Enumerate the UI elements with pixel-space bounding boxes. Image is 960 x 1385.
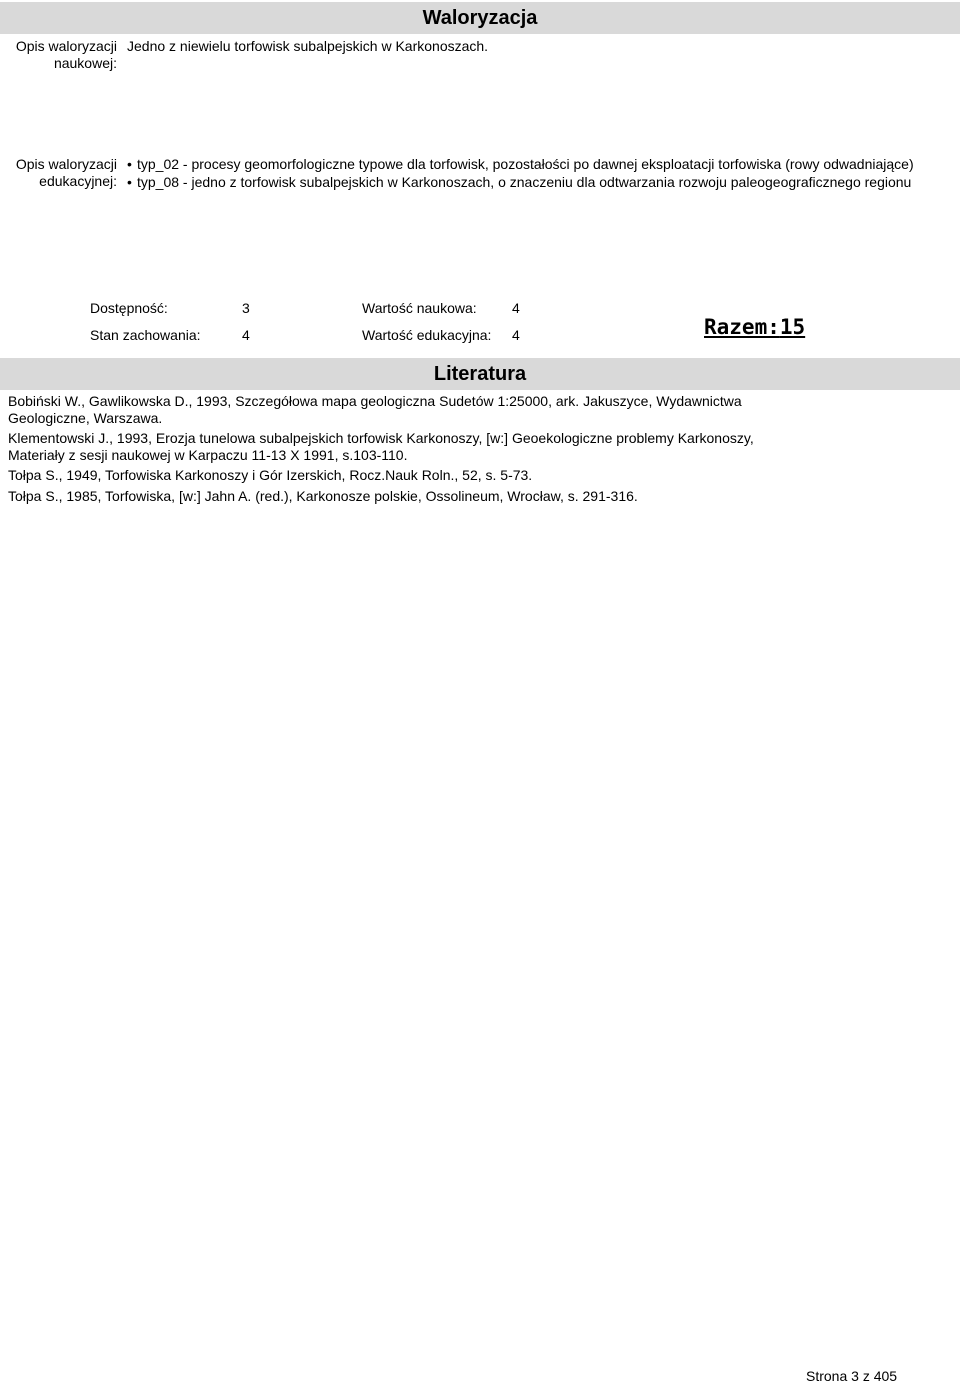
reference-item: Bobiński W., Gawlikowska D., 1993, Szczegółowa mapa geologiczna Sudetów 1:25000, ark. Jakuszyce, Wydawnictwa Geologiczne, Warszawa. bbox=[8, 393, 742, 426]
dostepnosc-value: 3 bbox=[242, 300, 250, 316]
stan-zachowania-label: Stan zachowania: bbox=[90, 327, 201, 343]
reference-item: Tołpa S., 1985, Torfowiska, [w:] Jahn A. (red.), Karkonosze polskie, Ossolineum, Wrocław, s. 291-316. bbox=[8, 488, 638, 504]
opis-naukowy-text: Jedno z niewielu torfowisk subalpejskich w Karkonoszach. bbox=[127, 38, 489, 54]
wartosc-edukacyjna-label: Wartość edukacyjna: bbox=[362, 327, 492, 343]
wartosc-naukowa-value: 4 bbox=[512, 300, 520, 316]
stan-zachowania-value: 4 bbox=[242, 327, 250, 343]
opis-edukacyjny-list bbox=[127, 155, 947, 191]
section-header-literatura: Literatura bbox=[0, 358, 960, 390]
razem-label: Razem: bbox=[704, 315, 780, 339]
section-header-waloryzacja: Waloryzacja bbox=[0, 2, 960, 34]
dostepnosc-label: Dostępność: bbox=[90, 300, 168, 316]
wartosc-naukowa-label: Wartość naukowa: bbox=[362, 300, 477, 316]
page-number: Strona 3 z 405 bbox=[806, 1368, 898, 1384]
opis-naukowy-label: Opis waloryzacji naukowej: bbox=[15, 38, 117, 71]
list-item: • typ_08 - jedno z torfowisk subalpejskich w Karkonoszach, o znaczeniu dla odtwarzania rozwoju paleogeograficznego regionu bbox=[127, 174, 912, 190]
opis-edukacyjny-label: Opis waloryzacji edukacyjnej: bbox=[15, 156, 117, 189]
razem-total bbox=[704, 313, 805, 341]
list-item: • typ_02 - procesy geomorfologiczne typowe dla torfowisk, pozostałości po dawnej eksploatacji torfowiska (rowy odwadniające) bbox=[127, 156, 914, 172]
reference-item: Klementowski J., 1993, Erozja tunelowa subalpejskich torfowisk Karkonoszy, [w:] Geoekologiczne problemy Karkonoszy, Materiały z sesji naukowej w Karpaczu 11-13 X 1991, s.103-110. bbox=[8, 430, 754, 463]
wartosc-edukacyjna-value: 4 bbox=[512, 327, 520, 343]
reference-item: Tołpa S., 1949, Torfowiska Karkonoszy i Gór Izerskich, Rocz.Nauk Roln., 52, s. 5-73. bbox=[8, 467, 533, 483]
razem-value: 15 bbox=[779, 315, 806, 339]
